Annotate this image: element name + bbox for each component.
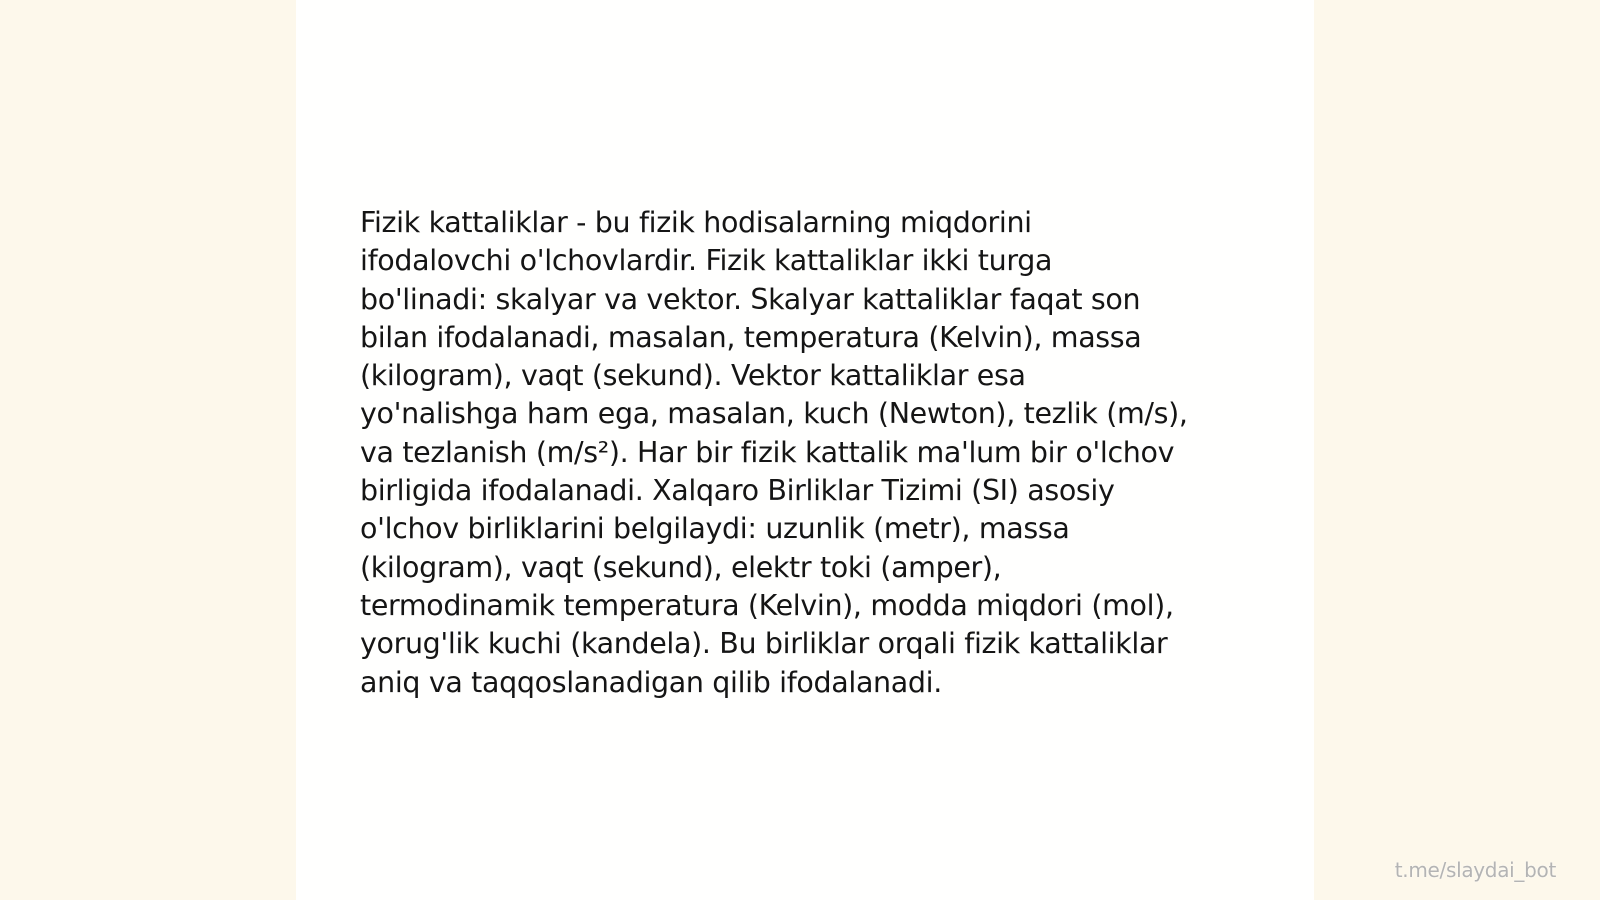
left-margin-panel (0, 0, 296, 900)
paragraph-line: termodinamik temperatura (Kelvin), modda miqdori (mol), (360, 588, 1174, 622)
slide-body-paragraph (360, 204, 1250, 702)
paragraph-line: yo'nalishga ham ega, masalan, kuch (Newton), tezlik (m/s), (360, 397, 1188, 431)
paragraph-line: Fizik kattaliklar - bu fizik hodisalarning miqdorini (360, 206, 1032, 239)
right-margin-panel (1314, 0, 1600, 900)
paragraph-line: birligida ifodalanadi. Xalqaro Birliklar Tizimi (SI) asosiy (360, 474, 1115, 508)
watermark-text: t.me/slaydai_bot (1394, 858, 1556, 882)
paragraph-line: va tezlanish (m/s²). Har bir fizik kattalik ma'lum bir o'lchov (360, 435, 1175, 469)
paragraph-line: o'lchov birliklarini belgilaydi: uzunlik (metr), massa (360, 512, 1070, 546)
paragraph-line: aniq va taqqoslanadigan qilib ifodalanadi. (360, 665, 942, 699)
slide-canvas (296, 0, 1314, 900)
paragraph-line: yorug'lik kuchi (kandela). Bu birliklar orqali fizik kattaliklar (360, 627, 1168, 661)
paragraph-line: bo'linadi: skalyar va vektor. Skalyar kattaliklar faqat son (360, 282, 1141, 316)
paragraph-line: (kilogram), vaqt (sekund). Vektor kattaliklar esa (360, 359, 1026, 393)
paragraph-line: bilan ifodalanadi, masalan, temperatura (Kelvin), massa (360, 320, 1142, 354)
paragraph-line: ifodalovchi o'lchovlardir. Fizik kattaliklar ikki turga (360, 244, 1053, 278)
paragraph-line: (kilogram), vaqt (sekund), elektr toki (amper), (360, 550, 1002, 584)
